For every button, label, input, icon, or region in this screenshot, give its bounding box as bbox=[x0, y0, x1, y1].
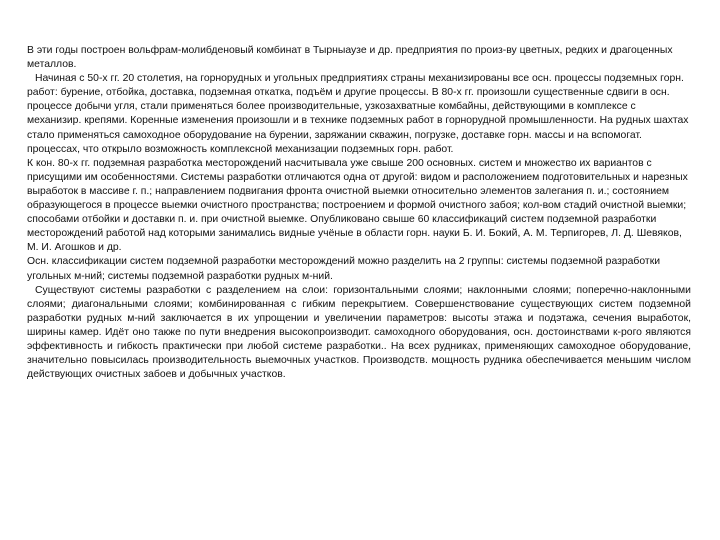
paragraph-4: Осн. классификации систем подземной разработки месторождений можно разделить на 2 группы: системы подземной разработки угольных м-ний; системы подземной разработки рудных м-ний. bbox=[27, 256, 661, 282]
paragraph-5: Существуют системы разработки с разделением на слои: горизонтальными слоями; наклонными слоями; поперечно-наклонными слоями; диагональными слоями; комбинированная с гибким перекрытием. Совершенствование существующих систем подземной разработки рудных м-ний заключается в их упрощении и увеличении параметров: высоты этажа и подэтажа, сечения выработок, ширины камер. Идёт оно также по пути внедрения высокопроизводит. самоходного оборудования, осн. достоинствами к-рого являются эффективность и гибкость практически при любой системе разработки.. На всех рудниках, применяющих самоходное оборудование, значительно повысилась производительность выемочных участков. Производств. мощность рудника обеспечивается меньшим числом действующих очистных забоев и добычных участков. bbox=[27, 284, 691, 381]
paragraph-3: К кон. 80-х гг. подземная разработка месторождений насчитывала уже свыше 200 основных. систем и множество их вариантов с присущими им особенностями. Системы разработки отличаются одна от другой: видом и расположением подготовительных и нарезных выработок в массиве г. п.; направлением подвигания фронта очистной выемки относительно элементов залегания п. и.; состоянием образующегося в процессе выемки очистного пространства; построением и формой очистного забоя; кол-вом стадий очистной выемки; способами отбойки и доставки п. и. при очистной выемке. Опубликовано свыше 60 классификаций систем подземной разработки месторождений работой над которыми занимались видные учёные в области горн. науки Б. И. Бокий, А. М. Терпигорев, Л. Д. Шевяков, М. И. Агошков и др. bbox=[27, 157, 688, 254]
paragraph-2: Начиная с 50-х гг. 20 столетия, на горнорудных и угольных предприятиях страны механизированы все осн. процессы подземных горн. работ: бурение, отбойка, доставка, подземная откатка, подъём и другие процессы. В 80-х гг. произошли существенные сдвиги в осн. процессе добычи угля, стали применяться более производительные, узкозахватные комбайны, действующими в комплексе с механизир. крепями. Коренные изменения произошли и в технике подземных работ в горнорудной промышленности. На рудных шахтах стало применяться самоходное оборудование на бурении, заряжании скважин, погрузке, доставке горн. массы и на вспомогат. процессах, что открыло возможность комплексной механизации подземных горн. работ. bbox=[27, 73, 689, 155]
paragraph-1: В эти годы построен вольфрам-молибденовый комбинат в Тырныаузе и др. предприятия по произ-ву цветных, редких и драгоценных металлов. bbox=[27, 45, 673, 71]
document-body bbox=[27, 44, 691, 382]
